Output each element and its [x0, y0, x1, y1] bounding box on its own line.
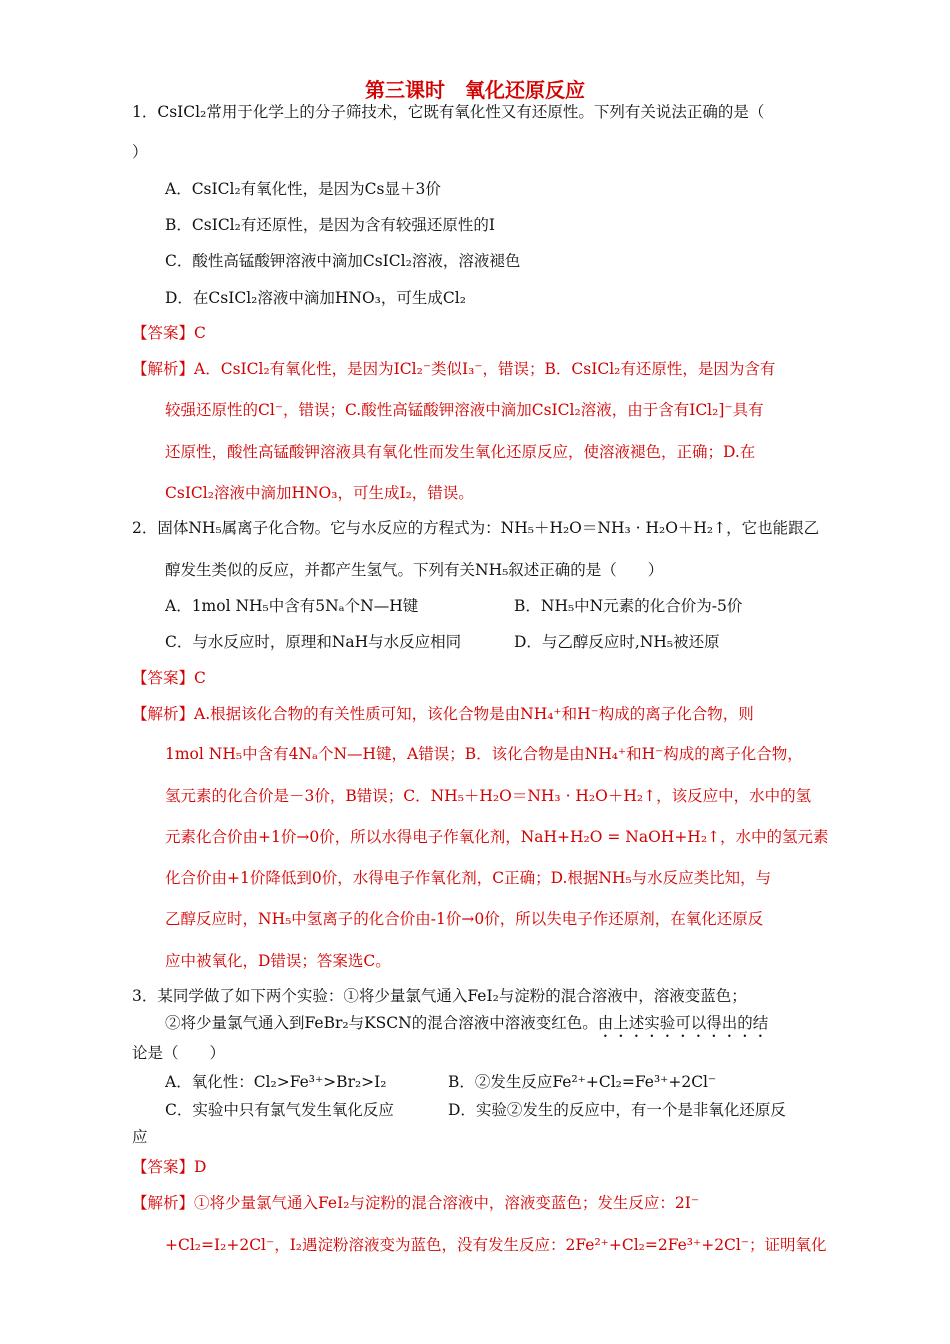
- analysis-text: A．CsICl₂有氧化性，是因为ICl₂⁻类似I₃⁻，错误；B．CsICl₂有还原性，是因为含有: [194, 360, 776, 378]
- q2-analysis-line-4: 元素化合价由+1价→0价，所以水得电子作氧化剂，NaH+H₂O = NaOH+H₂↑，水中的氢元素: [165, 828, 829, 846]
- q2-analysis-line-3: 氢元素的化合价是－3价，B错误；C．NH₅＋H₂O＝NH₃ · H₂O＋H₂↑，该反应中，水中的氢: [165, 787, 812, 805]
- q1-option-c: C．酸性高锰酸钾溶液中滴加CsICl₂溶液，溶液褪色: [165, 252, 521, 270]
- q1-option-d: D．在CsICl₂溶液中滴加HNO₃，可生成Cl₂: [165, 289, 466, 307]
- q2-option-b: B．NH₅中N元素的化合价为-5价: [514, 597, 743, 615]
- q2-option-a: A．1mol NH₅中含有5Nₐ个N—H键: [165, 597, 419, 615]
- q3-option-c: C．实验中只有氯气发生氧化反应: [165, 1101, 394, 1119]
- q1-option-b: B．CsICl₂有还原性，是因为含有较强还原性的I: [165, 216, 495, 234]
- q1-answer: [132, 322, 206, 344]
- q2-option-c: C．与水反应时，原理和NaH与水反应相同: [165, 633, 462, 651]
- q3-stem-2b: 由上述实验可以得出的结: [597, 1014, 769, 1032]
- q3-option-b: B．②发生反应Fe²⁺+Cl₂=Fe³⁺+2Cl⁻: [448, 1073, 717, 1091]
- q1-analysis-line-1: [132, 358, 775, 380]
- q2-analysis-line-7: 应中被氧化，D错误；答案选C。: [165, 952, 391, 970]
- analysis-label: 【解析】: [132, 1194, 195, 1212]
- q3-stem-2a: ②将少量氯气通入到FeBr₂与KSCN的混合溶液中溶液变红色。: [165, 1014, 598, 1032]
- q3-stem-line-3: 论是（ ）: [132, 1044, 226, 1062]
- analysis-text: A.根据该化合物的有关性质可知，该化合物是由NH₄⁺和H⁻构成的离子化合物，则: [194, 705, 754, 723]
- q3-stem-line-1: 3．某同学做了如下两个实验：①将少量氯气通入FeI₂与淀粉的混合溶液中，溶液变蓝色；: [132, 987, 747, 1005]
- q3-stem-line-2: [165, 1012, 768, 1041]
- q3-option-a: A．氧化性：Cl₂>Fe³⁺>Br₂>I₂: [165, 1073, 387, 1091]
- answer-label: 【答案】: [132, 669, 195, 687]
- q2-stem-line-2: 醇发生类似的反应，并都产生氢气。下列有关NH₅叙述正确的是（ ）: [165, 561, 664, 579]
- q2-analysis-line-2: 1mol NH₅中含有4Nₐ个N—H键，A错误；B．该化合物是由NH₄⁺和H⁻构成的离子化合物，: [165, 745, 803, 763]
- q1-stem-line-2: ）: [132, 143, 148, 161]
- answer-value: C: [194, 324, 206, 342]
- q1-option-a: A．CsICl₂有氧化性，是因为Cs显＋3价: [165, 180, 441, 198]
- q2-stem-line-1: 2．固体NH₅属离子化合物。它与水反应的方程式为：NH₅＋H₂O＝NH₃ · H₂O＋H₂↑，它也能跟乙: [132, 519, 820, 537]
- q2-analysis-line-6: 乙醇反应时，NH₅中氢离子的化合价由-1价→0价，所以失电子作还原剂，在氧化还原反: [165, 910, 764, 928]
- q2-analysis-line-5: 化合价由+1价降低到0价，水得电子作氧化剂，C正确；D.根据NH₅与水反应类比知，与: [165, 869, 772, 887]
- q2-option-d: D．与乙醇反应时,NH₅被还原: [514, 633, 720, 651]
- q3-option-d-cont: 应: [132, 1128, 148, 1146]
- q1-analysis-line-3: 还原性，酸性高锰酸钾溶液具有氧化性而发生氧化还原反应，使溶液褪色，正确；D.在: [165, 443, 756, 461]
- q1-analysis-line-2: 较强还原性的Cl⁻，错误；C.酸性高锰酸钾溶液中滴加CsICl₂溶液，由于含有ICl₂]⁻具有: [165, 401, 764, 419]
- analysis-text: ①将少量氯气通入FeI₂与淀粉的混合溶液中，溶液变蓝色；发生反应：2I⁻: [194, 1194, 700, 1212]
- q1-stem-line-1: 1．CsICl₂常用于化学上的分子筛技术，它既有氧化性又有还原性。下列有关说法正确的是（: [132, 103, 765, 121]
- answer-label: 【答案】: [132, 1158, 195, 1176]
- q3-option-d: D．实验②发生的反应中，有一个是非氧化还原反: [448, 1101, 786, 1119]
- q3-analysis-line-1: [132, 1192, 699, 1214]
- analysis-label: 【解析】: [132, 360, 195, 378]
- answer-value: C: [194, 669, 206, 687]
- answer-value: D: [194, 1158, 207, 1176]
- q3-analysis-line-2: +Cl₂=I₂+2Cl⁻，I₂遇淀粉溶液变为蓝色，没有发生反应：2Fe²⁺+Cl₂=2Fe³⁺+2Cl⁻；证明氧化: [165, 1236, 827, 1254]
- q3-answer: [132, 1156, 206, 1178]
- answer-label: 【答案】: [132, 324, 195, 342]
- q1-analysis-line-4: CsICl₂溶液中滴加HNO₃，可生成I₂，错误。: [165, 484, 474, 502]
- q2-answer: [132, 667, 206, 689]
- analysis-label: 【解析】: [132, 705, 195, 723]
- q2-analysis-line-1: [132, 703, 754, 725]
- lesson-title: 第三课时 氧化还原反应: [365, 78, 585, 102]
